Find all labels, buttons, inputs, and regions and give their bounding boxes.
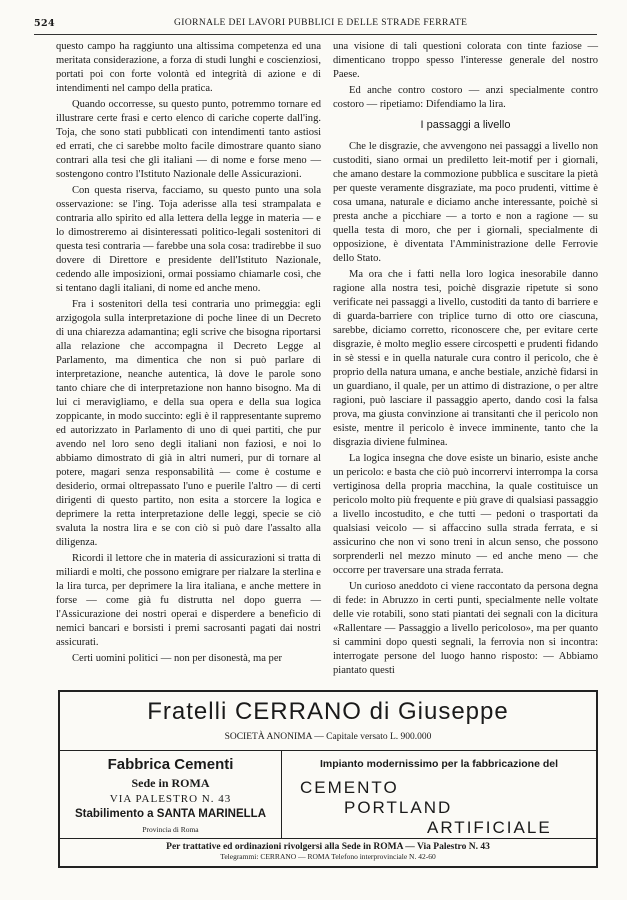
paragraph: Fra i sostenitori della tesi contraria uno primeggia: egli arzigogola sulla interpretazione di poche linee di un Decreto di una chiarezza adamantina; egli scrive che bisogna riportarsi alla relazione che accompagna il Decreto Legge al Parlamento, ma dimentica che non si può parlare di interpretazione, neanche autentica, là dove le parole sono tanto chiare che di interpretazione non hanno bisogno. Ma di lui ci meravigliamo, e della sua opera e della sua logica zoppicante, in modo succinto: egli è il rappresentante supremo ed autorizzato in Parlamento di uno di quei partiti, che pur avendo nel loro seno degli italiani non faziosi, e noi lo abbiamo dimostrato di già in altri numeri, pur di tornare al potere, magari senza responsabilità — come è costume e desiderio, ormai oltrepassato l'uno e puerile l'altro — di certi dirigenti di questo partito, non esita a storcere la logica e deprimere la retta interpretazione delle leggi, specie se ciò svaluta la nostra lira e se con ciò si può dare l'assalto alla diligenza. <box>56 299 321 548</box>
paragraph: La logica insegna che dove esiste un binario, esiste anche un pericolo: e basta che ciò può incorrervi interrompa la corsa vertiginosa della propria macchina, la quale costituisce un pericolo molto più frequente e più grave di qualsiasi passaggio a livello incostudito, e che tutti — pedoni o trasportati da qualsiasi veicolo — si affaccino sulla strada ferrata, e si assicurino che non vi sono treni in alcun senso, che possono sorprenderli nel mezzo minuto — ed anche meno — che occorre per traversare una strada ferrata. <box>333 453 598 576</box>
ad-left-line5: Provincia di Roma <box>142 825 199 834</box>
right-column <box>333 40 598 680</box>
section-heading: I passaggi a livello <box>420 119 511 131</box>
ad-left-line4: Stabilimento a SANTA MARINELLA <box>74 808 267 820</box>
ad-right-line4: ARTIFICIALE <box>427 818 552 837</box>
ad-right-line2: CEMENTO <box>300 778 399 797</box>
ad-company-name: Fratelli CERRANO di Giuseppe <box>147 698 509 725</box>
ad-left-line1: Fabbrica Cementi <box>107 756 234 773</box>
header-rule <box>34 34 597 35</box>
journal-title: GIORNALE DEI LAVORI PUBBLICI E DELLE STRADE FERRATE <box>174 18 468 28</box>
paragraph: Ma ora che i fatti nella loro logica inesorabile danno ragione alla nostra tesi, poichè disgrazie ripetute si sono verificate nei passaggi a livello, custoditi da tanto di barriere e di guarda-barriere con triplice turno di otto ore ciascuna, sarebbe, diciamo corretto, riconoscere che, per evitare certe disgrazie, è molto meglio essere circospetti e prudenti fidando in sè stessi e in quella naturale cura contro il pericolo, che è proprio della natura umana, e anche bestiale, anzichè fidarsi in un guardiano, il quale, per un attimo di distrazione, o per altre ragioni, può lasciare il passaggio aperto, dando così la falsa prova, ma giusta convinzione ai transitanti che il pericolo non esiste, mentre il pericolo è invece imminente, tanto che la disgrazia diviene fulminea. <box>333 269 598 448</box>
page-header <box>34 18 593 34</box>
paragraph: Ed anche contro costoro — anzi specialmente contro costoro — ripetiamo: Difendiamo la lira. <box>333 85 598 110</box>
paragraph: una visione di tali questioni colorata con tinte faziose — dimenticano troppo spesso l'interesse generale del nostro Paese. <box>333 41 598 80</box>
ad-company-subtitle: SOCIETÀ ANONIMA — Capitale versato L. 900.000 <box>224 732 432 742</box>
left-column <box>56 40 321 668</box>
ad-right-line3: PORTLAND <box>344 798 453 817</box>
paragraph: Certi uomini politici — non per disonestà, ma per <box>72 653 283 664</box>
paragraph: Con questa riserva, facciamo, su questo punto una sola osservazione: se l'ing. Toja aderisse alla tesi strampalata e contraria allo spirito ed alla lettera della legge in materia — e lo dimostreremo ai disinteressati politico-legali sostenitori di questa tesi contraria — farebbe una sola cosa: tradirebbe il suo dovere di Direttore e presidente dell'Istituto Nazionale, cedendo alle imposizioni, ormai possiamo chiamarle così, che si tentano dagli italiani, di nome ed anche meno. <box>56 185 321 294</box>
ad-left-line2: Sede in ROMA <box>131 776 210 790</box>
page-number: 524 <box>34 18 56 29</box>
ad-left-line3: VIA PALESTRO N. 43 <box>109 793 232 805</box>
ad-right-line1: Impianto modernissimo per la fabbricazione del <box>319 758 559 770</box>
ad-footer-line2: Telegrammi: CERRANO — ROMA Telefono interprovinciale N. 42-60 <box>220 852 436 861</box>
ad-divider-bottom <box>60 838 596 839</box>
paragraph: questo campo ha raggiunto una altissima competenza ed una meritata considerazione, a forza di studi lunghi e coscienziosi, portati poi con forte volontà ed integrità di azione e di intendimenti nel campo della pratica. <box>56 41 321 94</box>
advertisement-box <box>58 690 598 868</box>
ad-right-panel <box>282 750 596 838</box>
ad-left-panel <box>60 750 282 838</box>
paragraph: Un curioso aneddoto ci viene raccontato da persona degna di fede: in Abruzzo in certi punti, specialmente nelle voltate delle vie rotabili, sono stati piantati dei segnali con la dicitura «Rallentare — Passaggio a livello pericoloso», ma per quanto si cammini dopo questi segnali, la ferrovia non si incontra: interrogate persone del luogo hanno risposto: — Abbiamo piantato questi <box>333 581 598 676</box>
paragraph: Che le disgrazie, che avvengono nei passaggi a livello non custoditi, siano ormai un prediletto leit-motif per i giornali, che amano destare la commozione pubblica e suscitare la pietà per queste veramente disgraziate, ma poco prudenti, vittime è cosa umana, naturale e diciamo anche interessante, poichè si presta anche a picchiare — a torto e non a ragione — su quella testa di moro, che per i giornali, specialmente di opposizione, è diventata l'Amministrazione delle Ferrovie dello Stato. <box>333 141 598 264</box>
paragraph: Ricordi il lettore che in materia di assicurazioni si tratta di miliardi e molti, che possono emigrare per rialzare la sterlina e la lira turca, per deprimere la lira italiana, e anche mettere in forse — come già fu distrutta nel dopo guerra — l'Assicurazione dei nostri operai e disperdere a beneficio di nemici bancari e borsisti i premi sacrosanti pagati dai nostri assicurati. <box>56 553 321 648</box>
ad-footer-line1: Per trattative ed ordinazioni rivolgersi alla Sede in ROMA — Via Palestro N. 43 <box>166 842 490 852</box>
paragraph: Quando occorresse, su questo punto, potremmo tornare ed illustrare certe frasi e certo elenco di cariche coperte dall'ing. Toja, che sono stati pubblicati con intendimenti tanto astiosi ed errati, che ci sarebbe molto facile dimostrare quanto siano contrari alla tesi che gli italiani — di nome e forse meno — sostengono contro l'Istituto Nazionale delle Assicurazioni. <box>56 99 321 180</box>
